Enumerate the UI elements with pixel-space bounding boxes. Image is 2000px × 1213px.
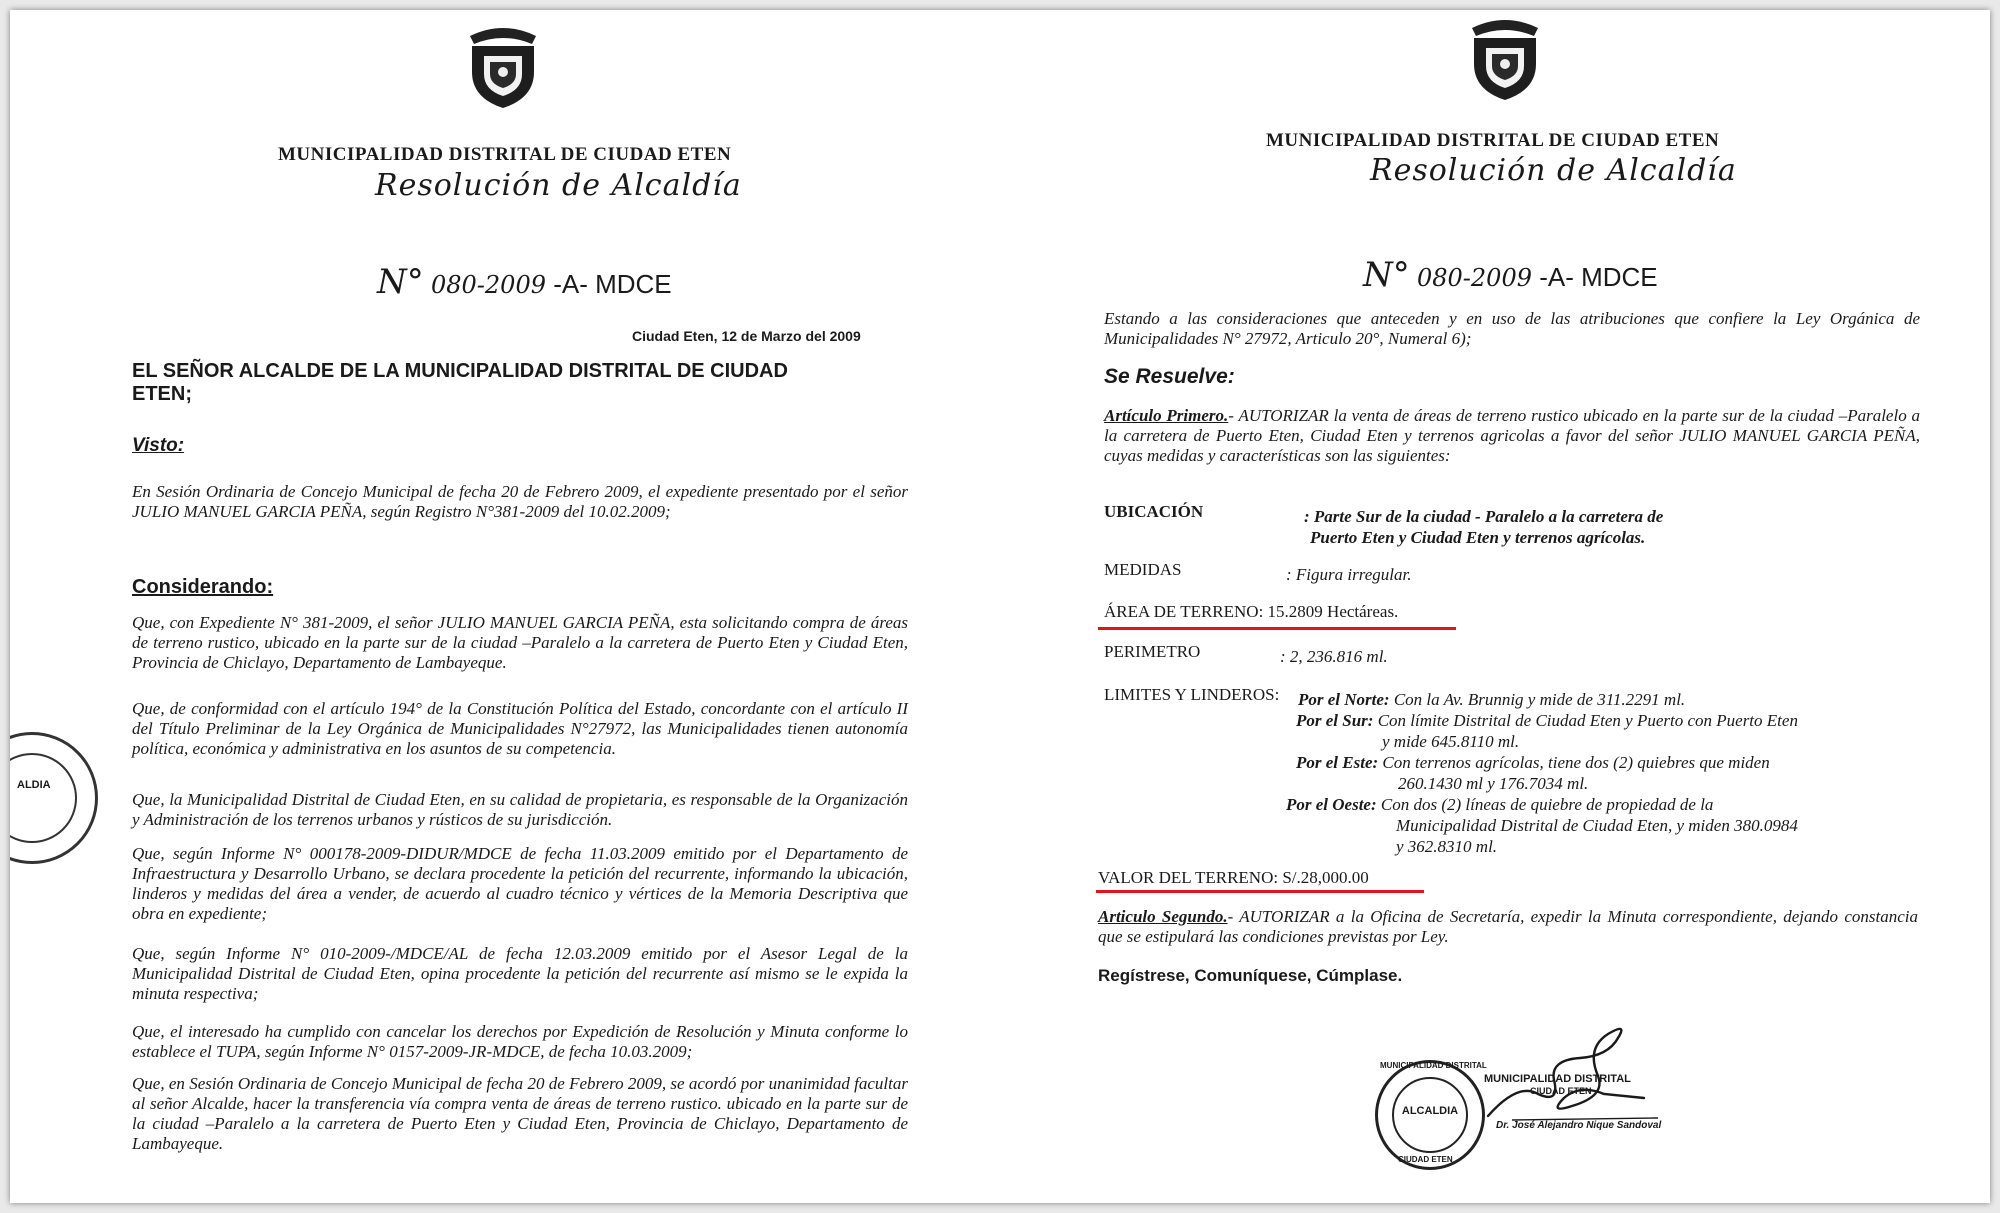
signature-icon [1468, 1024, 1668, 1134]
sur-value-1: Con límite Distrital de Ciudad Eten y Puerto con Puerto Eten [1377, 711, 1798, 730]
article-second-label: Articulo Segundo. [1098, 907, 1228, 926]
perimetro-value: : 2, 236.816 ml. [1280, 647, 1388, 666]
medidas-label: MEDIDAS [1104, 560, 1182, 579]
limites-label: LIMITES Y LINDEROS: [1104, 685, 1280, 704]
resolution-number [377, 262, 672, 302]
ubicacion-label: UBICACIÓN [1104, 502, 1204, 521]
resolution-number-value: 080-2009 [430, 271, 546, 299]
oeste-value-3: y 362.8310 ml. [1396, 837, 1498, 856]
limite-este [1296, 753, 1770, 773]
document-date: Ciudad Eten, 12 de Marzo del 2009 [632, 328, 861, 344]
article-second-text: - AUTORIZAR a la Oficina de Secretaría, expedir la Minuta correspondiente, dejando constancia que se estipulará las condiciones previstas por Ley. [1098, 907, 1918, 946]
seal-fragment-icon [10, 732, 98, 864]
norte-label: Por el Norte: [1298, 690, 1390, 709]
coat-of-arms-icon [460, 22, 546, 110]
municipality-name: MUNICIPALIDAD DISTRITAL DE CIUDAD ETEN [1266, 130, 1720, 151]
coat-of-arms-icon [1462, 14, 1548, 102]
considerando-paragraph: Que, en Sesión Ordinaria de Concejo Municipal de fecha 20 de Febrero 2009, se acordó por unanimidad facultar al señor Alcalde, hacer la transferencia vía compra venta de áreas de terreno rustico. ubicado en la parte sur de la ciudad –Paralelo a la carretera de Puerto Eten y Ciudad Eten, Provincia de Chiclayo, Departamento de Lambayeque. [132, 1074, 908, 1153]
este-value-2: 260.1430 ml y 176.7034 ml. [1398, 774, 1589, 793]
resolution-suffix: -A- MDCE [553, 269, 672, 299]
signer-name: Dr. José Alejandro Nique Sandoval [1496, 1120, 1662, 1131]
article-second [1098, 907, 1918, 947]
considerando-paragraph: Que, con Expediente N° 381-2009, el señor JULIO MANUEL GARCIA PEÑA, esta solicitando compra de áreas de terreno rustico, ubicado en la parte sur de la ciudad –Paralelo a la carretera de Puerto Eten y Ciudad Eten, Provincia de Chiclayo, Departamento de Lambayeque. [132, 613, 908, 672]
oeste-value-1: Con dos (2) líneas de quiebre de propiedad de la [1380, 795, 1714, 814]
seal-center-text: ALCALDIA [1401, 1105, 1459, 1117]
sur-value-2: y mide 645.8110 ml. [1382, 732, 1520, 751]
seal-ring-top: MUNICIPALIDAD DISTRITAL [1380, 1061, 1487, 1070]
visto-label: Visto: [132, 435, 185, 456]
area-underline [1098, 627, 1456, 630]
stamp-line-1: MUNICIPALIDAD DISTRITAL [1484, 1073, 1631, 1085]
resolution-suffix: -A- MDCE [1539, 262, 1658, 292]
ubicacion-value-line-2: Puerto Eten y Ciudad Eten y terrenos agrícolas. [1310, 528, 1646, 547]
resolution-number [1363, 255, 1658, 295]
article-first-label: Artículo Primero. [1104, 406, 1229, 425]
sur-label: Por el Sur: [1296, 711, 1374, 730]
limite-oeste [1286, 795, 1713, 815]
oeste-label: Por el Oeste: [1286, 795, 1377, 814]
closing-line: Regístrese, Comuníquese, Cúmplase. [1098, 966, 1403, 985]
intro-paragraph: Estando a las consideraciones que anteceden y en uso de las atribuciones que confiere la Ley Orgánica de Municipalidades N° 27972, Articulo 20°, Numeral 6); [1104, 309, 1920, 348]
este-value-1: Con terrenos agrícolas, tiene dos (2) quiebres que miden [1382, 753, 1770, 772]
considerando-paragraph: Que, de conformidad con el artículo 194° de la Constitución Política del Estado, concordante con el artículo II del Título Preliminar de la Ley Orgánica de Municipalidades N°27972, las Municipalidades tienen autonomía política, económica y administrativa en los asuntos de su competencia. [132, 699, 908, 758]
considerando-paragraph: Que, según Informe N° 000178-2009-DIDUR/MDCE de fecha 11.03.2009 emitido por el Departamento de Infraestructura y Desarrollo Urbano, se declara procedente la petición del recurrente, informando la ubicación, linderos y medidas del área a vender, de acuerdo al cuadro técnico y vértices de la Memoria Descriptiva que obra en expediente; [132, 844, 908, 923]
right-page [1010, 10, 1990, 1203]
considerando-label: Considerando: [132, 576, 274, 598]
considerando-paragraph: Que, la Municipalidad Distrital de Ciudad Eten, en su calidad de propietaria, es responsable de la Organización y Administración de los terrenos urbanos y rústicos de su jurisdicción. [132, 790, 908, 829]
norte-value: Con la Av. Brunnig y mide de 311.2291 ml. [1393, 690, 1686, 709]
ubicacion-value-line-1: : Parte Sur de la ciudad - Paralelo a la carretera de [1304, 507, 1664, 526]
perimetro-label: PERIMETRO [1104, 642, 1201, 661]
limite-norte [1298, 690, 1685, 710]
municipality-name: MUNICIPALIDAD DISTRITAL DE CIUDAD ETEN [278, 144, 732, 165]
valor-del-terreno: VALOR DEL TERRENO: S/.28,000.00 [1098, 868, 1369, 887]
limite-sur [1296, 711, 1798, 731]
oeste-value-2: Municipalidad Distrital de Ciudad Eten, y miden 380.0984 [1396, 816, 1798, 835]
number-sign: N° [1363, 255, 1410, 295]
se-resuelve-heading: Se Resuelve: [1104, 365, 1235, 388]
valor-underline [1096, 890, 1424, 893]
considerando-paragraph: Que, según Informe N° 010-2009-/MDCE/AL de fecha 12.03.2009 emitido por el Asesor Legal de la Municipalidad Distrital de Ciudad Eten, opina procedente la petición del recurrente así mismo se le expida la minuta respectiva; [132, 944, 908, 1003]
article-first-text: - AUTORIZAR la venta de áreas de terreno rustico ubicado en la parte sur de la ciudad –Paralelo a la carretera de Puerto Eten, Ciudad Eten y terrenos agricolas a favor del señor JULIO MANUEL GARCIA PEÑA, cuyas medidas y características son las siguientes: [1104, 406, 1921, 465]
visto-paragraph: En Sesión Ordinaria de Concejo Municipal de fecha 20 de Febrero 2009, el expediente presentado por el señor JULIO MANUEL GARCIA PEÑA, según Registro N°381-2009 del 10.02.2009; [132, 482, 908, 521]
stamp-line-2: CIUDAD ETEN [1530, 1086, 1592, 1096]
este-label: Por el Este: [1296, 753, 1379, 772]
left-page [10, 10, 1000, 1203]
area-de-terreno: ÁREA DE TERRENO: 15.2809 Hectáreas. [1104, 602, 1399, 621]
seal-ring-bottom: CIUDAD ETEN [1398, 1155, 1453, 1164]
heading-line-1: EL SEÑOR ALCALDE DE LA MUNICIPALIDAD DISTRITAL DE CIUDAD [132, 360, 788, 382]
considerando-paragraph: Que, el interesado ha cumplido con cancelar los derechos por Expedición de Resolución y Minuta conforme lo establece el TUPA, según Informe N° 0157-2009-JR-MDCE, de fecha 10.03.2009; [132, 1022, 908, 1061]
resolution-subtitle: Resolución de Alcaldía [1370, 153, 1737, 188]
resolution-number-value: 080-2009 [1416, 264, 1532, 292]
document-sheet [10, 10, 1990, 1203]
seal-fragment-text: ALDIA [17, 779, 51, 791]
heading-line-2: ETEN; [132, 383, 192, 405]
resolution-subtitle: Resolución de Alcaldía [375, 168, 742, 203]
medidas-value: : Figura irregular. [1286, 565, 1412, 584]
number-sign: N° [377, 262, 424, 302]
article-first [1104, 406, 1920, 466]
